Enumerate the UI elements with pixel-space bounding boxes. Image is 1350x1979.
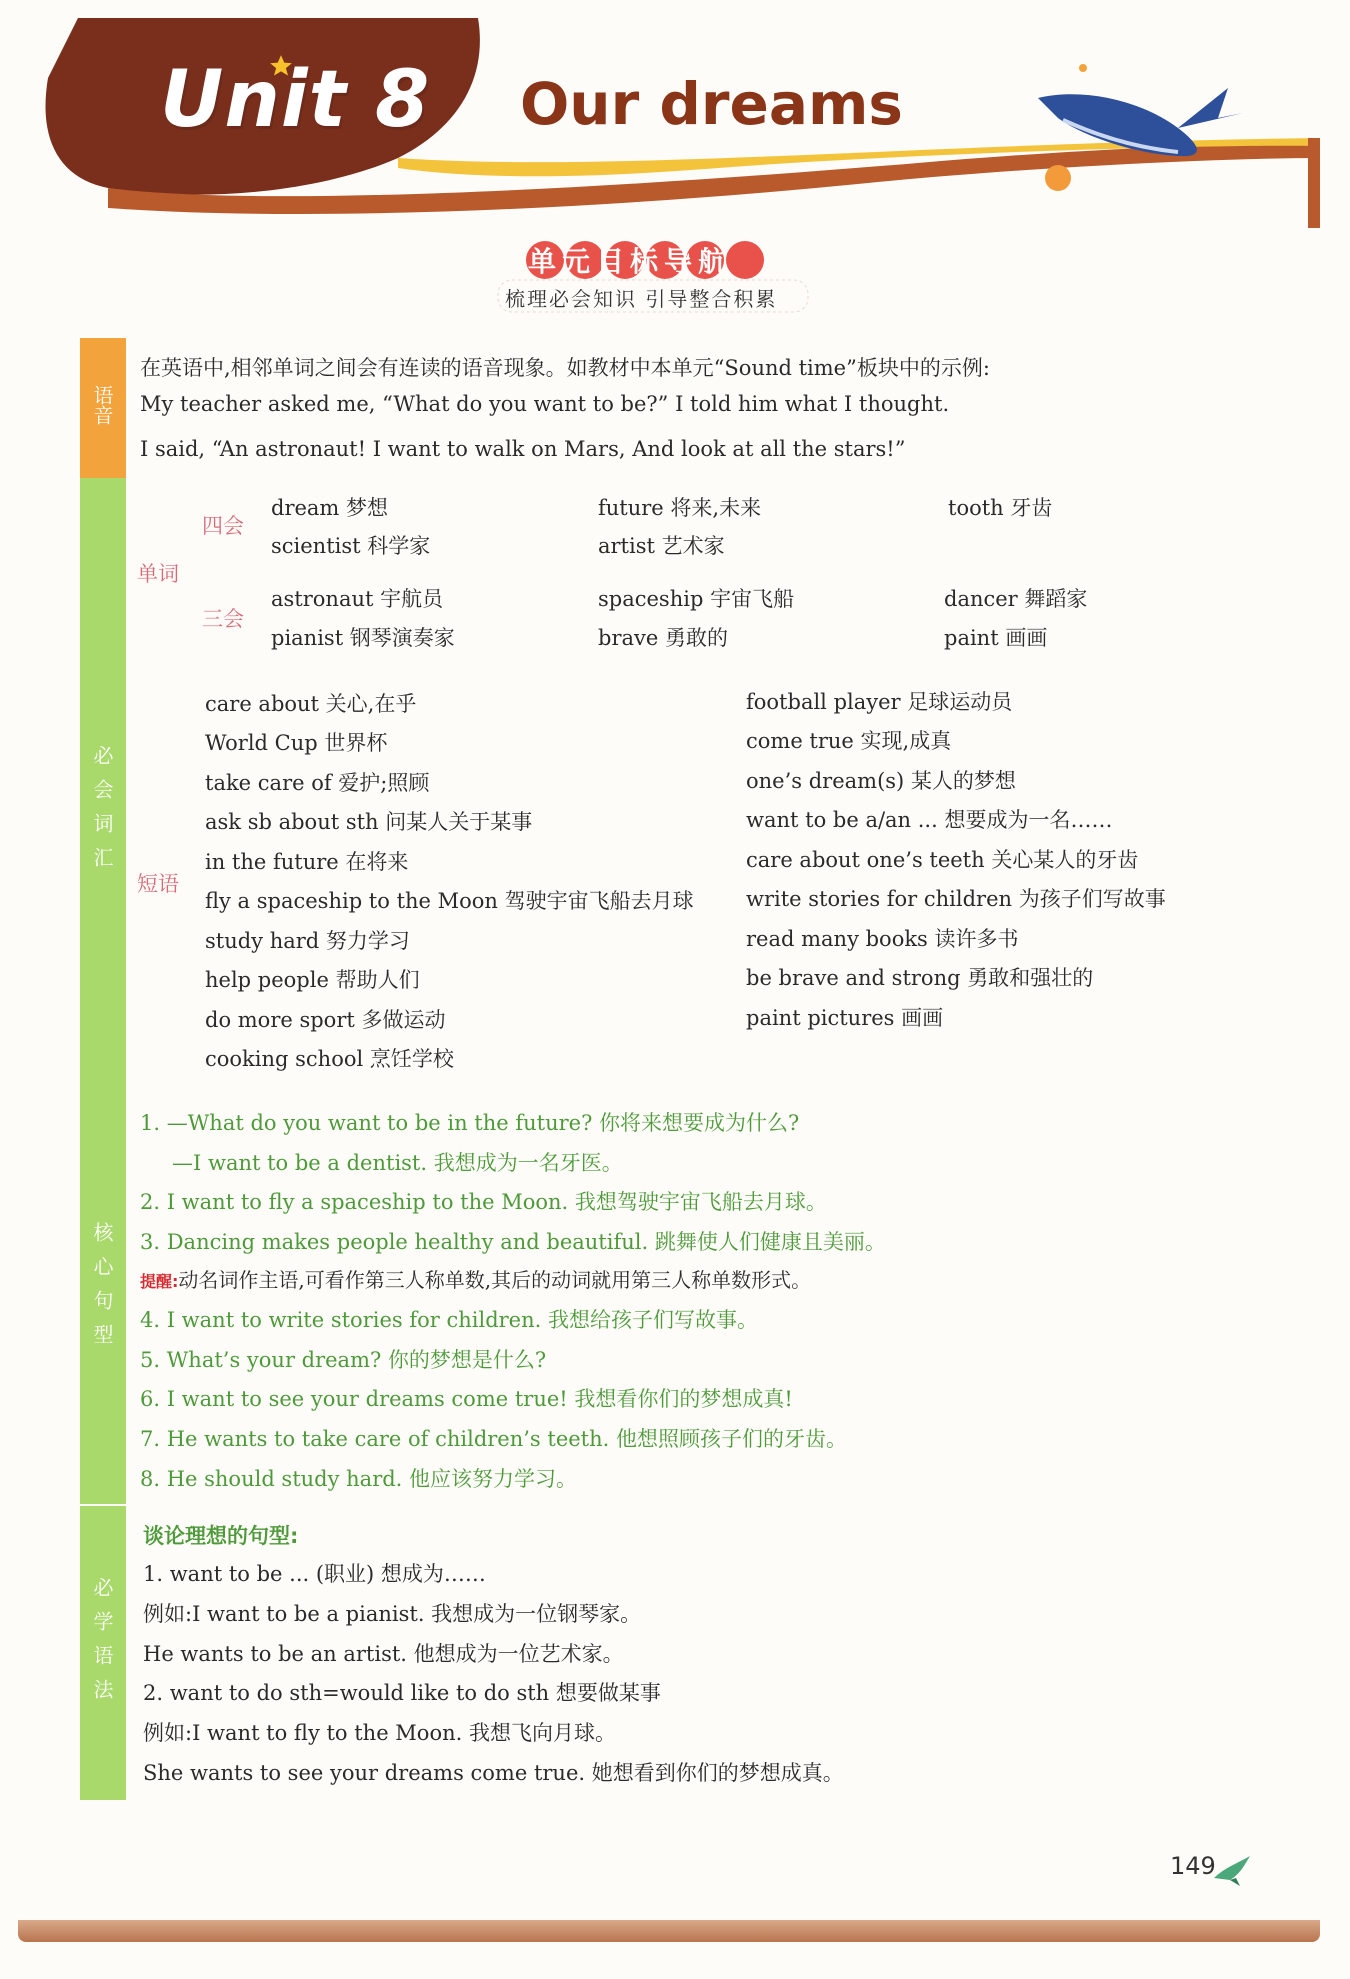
sidebar-label-grammar: 必学语法 (90, 1577, 114, 1713)
sentence-5: 5. What’s your dream? 你的梦想是什么? (140, 1348, 547, 1372)
word-item: brave 勇敢的 (598, 626, 728, 650)
bird-icon (1210, 1848, 1258, 1888)
tip-label: 提醒: (140, 1272, 179, 1291)
sidebar-label-pronunciation: 语音 (90, 385, 114, 425)
phrase-item: fly a spaceship to the Moon 驾驶宇宙飞船去月球 (205, 889, 694, 913)
word-item: artist 艺术家 (598, 534, 725, 558)
word-item: paint 画画 (944, 626, 1048, 650)
phrase-item: World Cup 世界杯 (205, 731, 388, 755)
words-label: 单词 (137, 562, 179, 586)
word-item: future 将来,未来 (598, 496, 762, 520)
unit-label: Unit 8 (160, 55, 431, 145)
phrase-item: do more sport 多做运动 (205, 1008, 446, 1032)
grammar-line: 2. want to do sth=would like to do sth 想要做某事 (143, 1681, 661, 1705)
word-item: dancer 舞蹈家 (944, 587, 1088, 611)
sidebar-label-sentences: 核心句型 (90, 1222, 114, 1358)
word-item: tooth 牙齿 (948, 496, 1053, 520)
phrases-label: 短语 (137, 872, 179, 896)
sentence-1a: 1. —What do you want to be in the future? 你将来想要成为什么? (140, 1111, 800, 1135)
phrase-item: come true 实现,成真 (746, 729, 952, 753)
phrase-item: want to be a/an ... 想要成为一名…… (746, 808, 1113, 832)
sentence-2: 2. I want to fly a spaceship to the Moon. 我想驾驶宇宙飞船去月球。 (140, 1190, 827, 1214)
phrase-item: care about 关心,在乎 (205, 692, 417, 716)
tip-note (140, 1264, 811, 1293)
phrase-item: paint pictures 画画 (746, 1006, 944, 1030)
phrase-item: football player 足球运动员 (746, 690, 1013, 714)
grammar-title: 谈论理想的句型: (143, 1524, 299, 1548)
phrase-item: take care of 爱护;照顾 (205, 771, 430, 795)
pronunciation-intro: 在英语中,相邻单词之间会有连读的语音现象。如教材中本单元“Sound time”板块中的示例: (140, 356, 990, 380)
sun-icon (1045, 165, 1071, 191)
phrase-item: in the future 在将来 (205, 850, 409, 874)
grammar-line: 1. want to be ... (职业) 想成为…… (143, 1562, 486, 1586)
phrase-item: cooking school 烹饪学校 (205, 1047, 454, 1071)
tip-text: 动名词作主语,可看作第三人称单数,其后的动词就用第三人称单数形式。 (178, 1268, 812, 1292)
sentence-6: 6. I want to see your dreams come true! 我想看你们的梦想成真! (140, 1387, 793, 1411)
phrase-item: ask sb about sth 问某人关于某事 (205, 810, 533, 834)
sentence-1b: —I want to be a dentist. 我想成为一名牙医。 (172, 1151, 623, 1175)
phrase-item: one’s dream(s) 某人的梦想 (746, 769, 1016, 793)
phrase-item: study hard 努力学习 (205, 929, 410, 953)
page-number: 149 (1170, 1852, 1216, 1880)
word-item: scientist 科学家 (271, 534, 431, 558)
three-skill-label: 三会 (202, 607, 244, 631)
grammar-line: She wants to see your dreams come true. 她想看到你们的梦想成真。 (143, 1761, 844, 1785)
sentence-8: 8. He should study hard. 他应该努力学习。 (140, 1467, 578, 1491)
nav-subtitle: 梳理必会知识 引导整合积累 (505, 287, 778, 311)
phrase-item: care about one’s teeth 关心某人的牙齿 (746, 848, 1139, 872)
phrase-item: write stories for children 为孩子们写故事 (746, 887, 1166, 911)
word-item: dream 梦想 (271, 496, 389, 520)
grammar-line: 例如:I want to fly to the Moon. 我想飞向月球。 (143, 1721, 616, 1745)
sentence-7: 7. He wants to take care of children’s teeth. 他想照顾孩子们的牙齿。 (140, 1427, 847, 1451)
nav-title: 单元目标导航 (528, 245, 733, 278)
grammar-line: 例如:I want to be a pianist. 我想成为一位钢琴家。 (143, 1602, 642, 1626)
four-skill-label: 四会 (202, 514, 244, 538)
word-item: spaceship 宇宙飞船 (598, 587, 795, 611)
phrase-item: read many books 读许多书 (746, 927, 1019, 951)
phrase-item: be brave and strong 勇敢和强壮的 (746, 966, 1094, 990)
grammar-line: He wants to be an artist. 他想成为一位艺术家。 (143, 1642, 624, 1666)
sentence-4: 4. I want to write stories for children. 我想给孩子们写故事。 (140, 1308, 758, 1332)
pronunciation-example-2: I said, “An astronaut! I want to walk on Mars, And look at all the stars!” (140, 437, 906, 461)
footer-bar (18, 1920, 1320, 1942)
sentence-3: 3. Dancing makes people healthy and beautiful. 跳舞使人们健康且美丽。 (140, 1230, 886, 1254)
word-item: pianist 钢琴演奏家 (271, 626, 455, 650)
pronunciation-example-1: My teacher asked me, “What do you want to be?” I told him what I thought. (140, 392, 950, 416)
sidebar-label-vocabulary: 必会词汇 (90, 745, 114, 881)
unit-title: Our dreams (520, 70, 903, 138)
word-item: astronaut 宇航员 (271, 587, 444, 611)
phrase-item: help people 帮助人们 (205, 968, 420, 992)
